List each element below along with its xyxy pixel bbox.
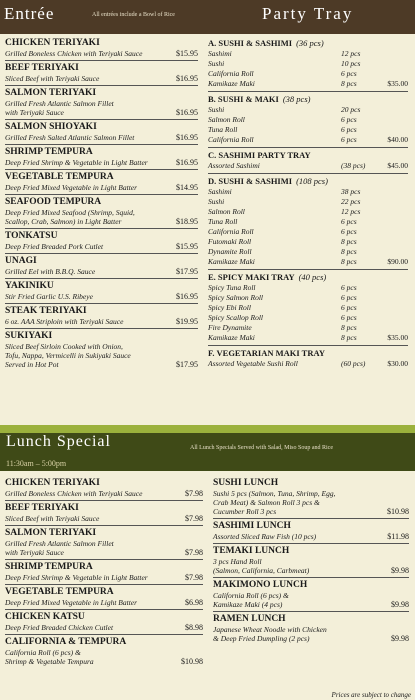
tray-row-qty: 6 pcs	[341, 303, 357, 312]
item-description: Scallop, Crab, Salmon) in Light Batter $18.95	[5, 217, 198, 226]
tray-row-qty: 8 pcs	[341, 79, 357, 88]
item-name: SASHIMI LUNCH	[213, 521, 291, 531]
menu-item	[5, 562, 203, 582]
item-description: Assorted Sliced Raw Fish (10 pcs) $11.98	[213, 532, 409, 541]
item-divider	[213, 611, 409, 612]
item-price: $7.98	[185, 573, 203, 582]
tray-row-qty: 6 pcs	[341, 313, 357, 322]
item-name: CHICKEN TERIYAKI	[5, 478, 100, 488]
party-tray-title: Party Tray	[262, 4, 354, 23]
item-name: VEGETABLE TEMPURA	[5, 587, 114, 597]
menu-item	[213, 521, 409, 541]
entree-title: Entrée	[4, 4, 55, 23]
item-name: CALIFORNIA & TEMPURA	[5, 637, 127, 647]
item-price: $16.95	[176, 292, 198, 301]
item-price: $7.98	[185, 514, 203, 523]
item-name: YAKINIKU	[5, 281, 54, 291]
item-description: Deep Fried Shrimp & Vegetable in Light Batter $16.95	[5, 158, 198, 167]
tray-divider	[208, 345, 408, 346]
tray-heading	[208, 272, 408, 283]
tray-divider	[208, 147, 408, 148]
tray-divider	[208, 269, 408, 270]
item-name: SHRIMP TEMPURA	[5, 147, 93, 157]
menu-item	[213, 546, 409, 575]
tray-row-qty: 8 pcs	[341, 247, 357, 256]
tray-row-qty: 8 pcs	[341, 237, 357, 246]
tray-row	[208, 49, 408, 59]
tray-row-label: Tuna Roll	[208, 125, 238, 134]
tray-row	[208, 161, 408, 171]
item-price: $9.98	[391, 634, 409, 643]
tray-row-qty: 8 pcs	[341, 333, 357, 342]
item-divider	[5, 60, 198, 61]
tray-count: (108 pcs)	[296, 176, 328, 186]
tray-row	[208, 293, 408, 303]
lunch-right-list	[213, 478, 409, 643]
item-price: $16.95	[176, 74, 198, 83]
item-price: $18.95	[176, 217, 198, 226]
menu-item	[5, 256, 198, 276]
tray-count: (36 pcs)	[296, 38, 324, 48]
tray-row-label: Dynamite Roll	[208, 247, 252, 256]
menu-item	[5, 528, 203, 557]
tray-row	[208, 359, 408, 369]
item-description: 3 pcs Hand Roll	[213, 557, 262, 566]
tray-row	[208, 135, 408, 145]
item-description: & Deep Fried Dumpling (2 pcs) $9.98	[213, 634, 409, 643]
item-name: MAKIMONO LUNCH	[213, 580, 308, 590]
tray-row	[208, 283, 408, 293]
tray-row-qty: 22 pcs	[341, 197, 361, 206]
item-divider	[5, 525, 203, 526]
item-price: $14.95	[176, 183, 198, 192]
entree-note: All entrées include a Bowl of Rice	[92, 12, 175, 18]
lunch-banner	[0, 425, 415, 471]
tray-row-qty: 6 pcs	[341, 217, 357, 226]
menu-item	[5, 587, 203, 607]
item-name: RAMEN LUNCH	[213, 614, 286, 624]
tray-row-label: California Roll	[208, 135, 254, 144]
item-description: 6 oz. AAA Striploin with Teriyaki Sauce $19.95	[5, 317, 198, 326]
tray-row-qty: 12 pcs	[341, 49, 361, 58]
item-divider	[5, 559, 203, 560]
item-description: Deep Fried Mixed Vegetable in Light Batter $14.95	[5, 183, 198, 192]
tray-heading	[208, 348, 408, 359]
tray-row-label: Spicy Salmon Roll	[208, 293, 263, 302]
item-price: $6.98	[185, 598, 203, 607]
tray-row-label: Fire Dynamite	[208, 323, 252, 332]
item-name: TONKATSU	[5, 231, 58, 241]
item-description: Shrimp & Vegetable Tempura $10.98	[5, 657, 203, 666]
item-price: $16.95	[176, 108, 198, 117]
item-price: $17.95	[176, 267, 198, 276]
tray-row	[208, 227, 408, 237]
item-name: SEAFOOD TEMPURA	[5, 197, 102, 207]
lunch-left-list	[5, 478, 203, 666]
menu-item	[213, 478, 409, 516]
item-name: STEAK TERIYAKI	[5, 306, 87, 316]
item-price: $9.98	[391, 600, 409, 609]
banner-strip	[0, 425, 415, 433]
tray-row-qty: (38 pcs)	[341, 161, 366, 170]
item-description: with Teriyaki Sauce $16.95	[5, 108, 198, 117]
menu-item	[5, 331, 198, 369]
menu-item	[5, 306, 198, 326]
tray-divider	[208, 173, 408, 174]
item-divider	[5, 194, 198, 195]
item-description: Grilled Eel with B.B.Q. Sauce $17.95	[5, 267, 198, 276]
item-description: Cucumber Roll 3 pcs $10.98	[213, 507, 409, 516]
tray-row-label: Spicy Ebi Roll	[208, 303, 251, 312]
menu-item	[5, 88, 198, 117]
tray-row-label: Sushi	[208, 105, 225, 114]
item-description: Deep Fried Mixed Seafood (Shrimp, Squid,	[5, 208, 135, 217]
item-divider	[5, 119, 198, 120]
tray-row-qty: 6 pcs	[341, 293, 357, 302]
footer-note: Prices are subject to change	[331, 691, 411, 699]
item-divider	[213, 518, 409, 519]
tray-row	[208, 257, 408, 267]
tray-row-label: Kamikaze Maki	[208, 333, 255, 342]
tray-title: F. VEGETARIAN MAKI TRAY	[208, 348, 325, 358]
menu-item	[5, 478, 203, 498]
item-price: $8.98	[185, 623, 203, 632]
item-price: $19.95	[176, 317, 198, 326]
item-price: $7.98	[185, 548, 203, 557]
item-name: SUKIYAKI	[5, 331, 53, 341]
menu-header	[0, 0, 415, 34]
item-name: BEEF TERIYAKI	[5, 503, 79, 513]
item-divider	[5, 253, 198, 254]
item-name: SALMON SHIOYAKI	[5, 122, 97, 132]
menu-item	[5, 172, 198, 192]
tray-row-label: Futomaki Roll	[208, 237, 252, 246]
tray-row	[208, 79, 408, 89]
menu-item	[5, 281, 198, 301]
tray-row-qty: 8 pcs	[341, 257, 357, 266]
tray-row-label: Sushi	[208, 197, 225, 206]
menu-item	[213, 580, 409, 609]
tray-count: (40 pcs)	[298, 272, 327, 282]
tray-row-label: Spicy Tuna Roll	[208, 283, 256, 292]
tray-row-label: Kamikaze Maki	[208, 257, 255, 266]
menu-item	[5, 122, 198, 142]
tray-row	[208, 59, 408, 69]
item-description: Deep Fried Breaded Pork Cutlet $15.95	[5, 242, 198, 251]
item-divider	[5, 303, 198, 304]
tray-row-qty: (60 pcs)	[341, 359, 366, 368]
lunch-title: Lunch Special	[6, 433, 111, 450]
item-description: Grilled Boneless Chicken with Teriyaki Sauce $7.98	[5, 489, 203, 498]
tray-row-qty: 6 pcs	[341, 115, 357, 124]
tray-row-qty: 10 pcs	[341, 59, 361, 68]
tray-heading	[208, 94, 408, 105]
tray-row-label: Spicy Scallop Roll	[208, 313, 263, 322]
tray-row	[208, 187, 408, 197]
item-name: SUSHI LUNCH	[213, 478, 279, 488]
tray-divider	[208, 91, 408, 92]
item-description: Tofu, Nappa, Vermicelli in Sukiyaki Sauce	[5, 351, 131, 360]
tray-row-label: California Roll	[208, 227, 254, 236]
tray-row-qty: 6 pcs	[341, 69, 357, 78]
item-price: $16.95	[176, 158, 198, 167]
menu-item	[5, 147, 198, 167]
tray-row-price: $30.00	[387, 359, 408, 368]
item-divider	[5, 169, 198, 170]
item-name: SALMON TERIYAKI	[5, 528, 97, 538]
item-divider	[5, 584, 203, 585]
tray-row-label: Salmon Roll	[208, 207, 245, 216]
tray-row-qty: 6 pcs	[341, 125, 357, 134]
item-divider	[5, 634, 203, 635]
item-description: Sushi 5 pcs (Salmon, Tuna, Shrimp, Egg,	[213, 489, 336, 498]
tray-heading	[208, 150, 408, 161]
tray-row-label: Sashimi	[208, 187, 232, 196]
tray-row-label: Sushi	[208, 59, 225, 68]
item-description: Deep Fried Breaded Chicken Cutlet $8.98	[5, 623, 203, 632]
tray-row	[208, 125, 408, 135]
menu-item	[5, 63, 198, 83]
tray-title: D. SUSHI & SASHIMI	[208, 176, 293, 186]
item-name: SHRIMP TEMPURA	[5, 562, 93, 572]
tray-row	[208, 237, 408, 247]
item-description: Sliced Beef Sirloin Cooked with Onion,	[5, 342, 123, 351]
item-description: Sliced Beef with Teriyaki Sauce $16.95	[5, 74, 198, 83]
item-description: Deep Fried Shrimp & Vegetable in Light Batter $7.98	[5, 573, 203, 582]
tray-row	[208, 207, 408, 217]
lunch-note: All Lunch Specials Served with Salad, Miso Soup and Rice	[190, 445, 333, 451]
menu-item	[213, 614, 409, 643]
item-description: California Roll (6 pcs) &	[213, 591, 289, 600]
menu-item	[5, 231, 198, 251]
item-divider	[5, 228, 198, 229]
tray-row-price: $40.00	[387, 135, 408, 144]
tray-heading	[208, 38, 408, 49]
item-price: $9.98	[391, 566, 409, 575]
tray-row	[208, 115, 408, 125]
tray-row-qty: 8 pcs	[341, 323, 357, 332]
item-price: $15.95	[176, 242, 198, 251]
item-description: Grilled Fresh Atlantic Salmon Fillet	[5, 99, 114, 108]
item-name: SALMON TERIYAKI	[5, 88, 97, 98]
item-description: Served in Hot Pot $17.95	[5, 360, 198, 369]
tray-row	[208, 323, 408, 333]
menu-item	[5, 38, 198, 58]
item-description: Grilled Fresh Atlantic Salmon Fillet	[5, 539, 114, 548]
item-divider	[213, 577, 409, 578]
tray-title: E. SPICY MAKI TRAY	[208, 272, 295, 282]
item-description: (Salmon, California, Carbmeat) $9.98	[213, 566, 409, 575]
tray-row	[208, 217, 408, 227]
item-description: Crab Meat) & Salmon Roll 3 pcs &	[213, 498, 320, 507]
item-divider	[5, 609, 203, 610]
tray-row-label: Assorted Vegetable Sushi Roll	[208, 359, 298, 368]
tray-row-price: $35.00	[387, 79, 408, 88]
item-price: $17.95	[176, 360, 198, 369]
tray-row-label: Tuna Roll	[208, 217, 238, 226]
tray-row	[208, 303, 408, 313]
item-divider	[5, 278, 198, 279]
tray-heading	[208, 176, 408, 187]
tray-row	[208, 313, 408, 323]
tray-row	[208, 247, 408, 257]
item-name: VEGETABLE TEMPURA	[5, 172, 114, 182]
item-price: $10.98	[181, 657, 203, 666]
tray-title: A. SUSHI & SASHIMI	[208, 38, 293, 48]
tray-row-label: Sashimi	[208, 49, 232, 58]
item-name: BEEF TERIYAKI	[5, 63, 79, 73]
tray-row	[208, 105, 408, 115]
menu-item	[5, 503, 203, 523]
tray-row-qty: 38 pcs	[341, 187, 361, 196]
item-description: Stir Fried Garlic U.S. Ribeye $16.95	[5, 292, 198, 301]
tray-row-qty: 6 pcs	[341, 283, 357, 292]
item-name: CHICKEN KATSU	[5, 612, 85, 622]
tray-row	[208, 69, 408, 79]
item-description: Kamikaze Maki (4 pcs) $9.98	[213, 600, 409, 609]
tray-row-price: $35.00	[387, 333, 408, 342]
item-divider	[5, 500, 203, 501]
menu-item	[5, 612, 203, 632]
tray-row-qty: 12 pcs	[341, 207, 361, 216]
entree-list	[5, 38, 198, 369]
item-description: with Teriyaki Sauce $7.98	[5, 548, 203, 557]
tray-row-qty: 6 pcs	[341, 227, 357, 236]
party-tray-list	[208, 38, 408, 369]
lunch-hours: 11:30am – 5:00pm	[6, 459, 67, 468]
tray-row-price: $90.00	[387, 257, 408, 266]
menu-item	[5, 197, 198, 226]
item-name: TEMAKI LUNCH	[213, 546, 290, 556]
tray-row-label: Salmon Roll	[208, 115, 245, 124]
item-description: Grilled Boneless Chicken with Teriyaki Sauce $15.95	[5, 49, 198, 58]
tray-row-qty: 20 pcs	[341, 105, 361, 114]
tray-count: (38 pcs)	[282, 94, 311, 104]
item-price: $11.98	[387, 532, 409, 541]
item-description: California Roll (6 pcs) &	[5, 648, 81, 657]
item-divider	[5, 144, 198, 145]
item-price: $16.95	[176, 133, 198, 142]
tray-row-label: California Roll	[208, 69, 254, 78]
tray-row-price: $45.00	[387, 161, 408, 170]
tray-row	[208, 197, 408, 207]
item-divider	[213, 543, 409, 544]
menu-item	[5, 637, 203, 666]
item-price: $15.95	[176, 49, 198, 58]
tray-row-label: Kamikaze Maki	[208, 79, 255, 88]
item-name: UNAGI	[5, 256, 37, 266]
item-price: $7.98	[185, 489, 203, 498]
item-description: Sliced Beef with Teriyaki Sauce $7.98	[5, 514, 203, 523]
tray-row-label: Assorted Sashimi	[208, 161, 260, 170]
tray-title: C. SASHIMI PARTY TRAY	[208, 150, 311, 160]
item-divider	[5, 328, 198, 329]
item-description: Japanese Wheat Noodle with Chicken	[213, 625, 327, 634]
item-divider	[5, 85, 198, 86]
tray-row-qty: 6 pcs	[341, 135, 357, 144]
item-description: Grilled Fresh Salted Atlantic Salmon Fillet $16.95	[5, 133, 198, 142]
item-name: CHICKEN TERIYAKI	[5, 38, 100, 48]
item-price: $10.98	[387, 507, 409, 516]
tray-row	[208, 333, 408, 343]
tray-title: B. SUSHI & MAKI	[208, 94, 279, 104]
item-description: Deep Fried Mixed Vegetable in Light Batter $6.98	[5, 598, 203, 607]
